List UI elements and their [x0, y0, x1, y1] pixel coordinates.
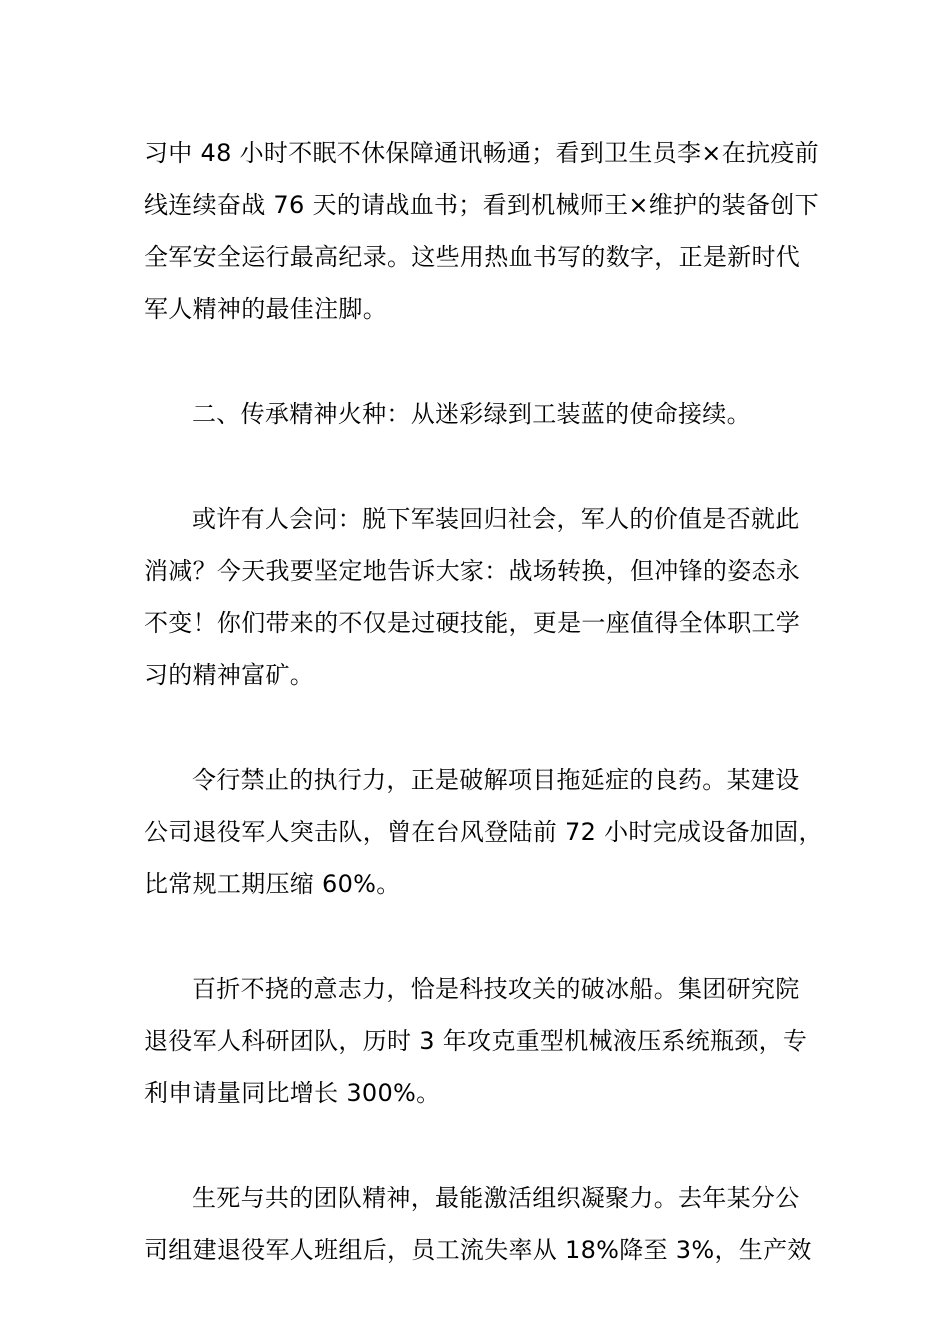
text-line: 令行禁止的执行力，正是破解项目拖延症的良药。某建设	[192, 766, 800, 794]
paragraph-execution	[144, 754, 823, 910]
text-line: 退役军人科研团队，历时 3 年攻克重型机械液压系统瓶颈，专	[144, 1027, 808, 1055]
paragraph-willpower	[144, 963, 810, 1119]
paragraph-soldier-examples	[144, 127, 819, 335]
text-line: 或许有人会问：脱下军装回归社会，军人的价值是否就此	[192, 505, 800, 533]
text-line: 习中 48 小时不眠不休保障通讯畅通；看到卫生员李×在抗疫前	[144, 139, 819, 167]
heading-text: 二、传承精神火种：从迷彩绿到工装蓝的使命接续。	[192, 400, 751, 428]
text-line: 线连续奋战 76 天的请战血书；看到机械师王×维护的装备创下	[144, 191, 819, 219]
text-line: 公司退役军人突击队，曾在台风登陆前 72 小时完成设备加固，	[144, 818, 823, 846]
text-line: 全军安全运行最高纪录。这些用热血书写的数字，正是新时代	[144, 243, 801, 271]
text-line: 司组建退役军人班组后，员工流失率从 18%降至 3%，生产效	[144, 1236, 812, 1264]
text-line: 百折不挠的意志力，恰是科技攻关的破冰船。集团研究院	[192, 975, 800, 1003]
text-line: 军人精神的最佳注脚。	[144, 295, 387, 323]
paragraph-team-spirit	[144, 1172, 810, 1276]
text-line: 生死与共的团队精神，最能激活组织凝聚力。去年某分公	[192, 1184, 800, 1212]
text-line: 消减？今天我要坚定地告诉大家：战场转换，但冲锋的姿态永	[144, 557, 801, 585]
text-line: 不变！你们带来的不仅是过硬技能，更是一座值得全体职工学	[144, 609, 801, 637]
document-body	[144, 127, 823, 1329]
text-line: 利申请量同比增长 300%。	[144, 1079, 441, 1107]
paragraph-question	[144, 493, 810, 701]
text-line: 比常规工期压缩 60%。	[144, 870, 401, 898]
text-line: 习的精神富矿。	[144, 661, 315, 689]
section-heading	[144, 388, 810, 440]
